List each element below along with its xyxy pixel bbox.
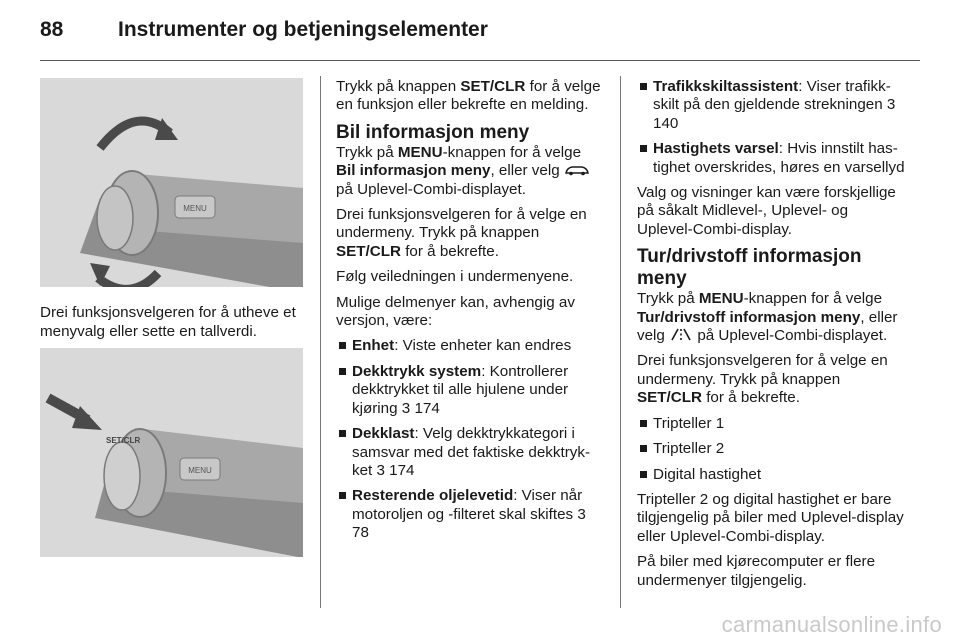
- car-icon: [564, 164, 590, 176]
- paragraph: Trykk på MENU-knappen for å velge Bil informasjon meny, eller velg på Uplevel-Combi-displayet.: [336, 144, 604, 199]
- menu-button-label: MENU: [183, 204, 207, 213]
- list-item: Digital hastighet: [637, 466, 907, 484]
- page-header: [40, 18, 920, 52]
- watermark: carmanualsonline.info: [721, 612, 942, 637]
- paragraph: Mulige delmenyer kan, avhengig av versjon, være:: [336, 293, 575, 330]
- road-icon: [669, 328, 693, 341]
- paragraph: Tripteller 2 og digital hastighet er bare tilgjengelig på biler med Uplevel-display eller Uplevel-Combi-display.: [637, 490, 904, 545]
- paragraph: Valg og visninger kan være forskjellige på såkalt Midlevel-, Uplevel- og Uplevel-Combi-display.: [637, 184, 896, 238]
- set-clr-label: SET/CLR: [106, 436, 141, 445]
- list-item: Tripteller 2: [637, 440, 907, 458]
- paragraph: Trykk på MENU-knappen for å velge Tur/drivstoff informasjon meny, eller velg på Uplevel-Combi-displayet.: [637, 290, 898, 345]
- paragraph: Trykk på knappen SET/CLR for å velge en funksjon eller bekrefte en melding.: [336, 78, 601, 114]
- lever-press-drawing: [40, 348, 303, 557]
- lever-press-illustration: [40, 348, 303, 557]
- column-divider-2: [620, 76, 621, 608]
- list-item: Dekklast: Velg dekktrykkategori i samsvar med det faktiske dekktrykket 3 174: [336, 425, 604, 480]
- list-item: Tripteller 1: [637, 415, 907, 433]
- section-heading: Tur/drivstoff informasjon meny: [637, 246, 862, 290]
- paragraph: Drei funksjonsvelgeren for å velge en undermeny. Trykk på knappen SET/CLR for å bekrefte.: [637, 352, 888, 407]
- paragraph: Følg veiledningen i undermenyene.: [336, 268, 574, 286]
- lever-rotate-illustration: [40, 78, 303, 287]
- list-item: Dekktrykk system: Kontrollerer dekktrykket til alle hjulene under kjøring 3 174: [336, 363, 604, 418]
- list-item: Resterende oljelevetid: Viser når motoroljen og -filteret skal skiftes 3 78: [336, 487, 604, 542]
- lever-rotate-drawing: [40, 78, 303, 287]
- paragraph: Drei funksjonsvelgeren for å velge en undermeny. Trykk på knappen SET/CLR for å bekrefte.: [336, 206, 587, 260]
- image-caption: Drei funksjonsvelgeren for å utheve et menyvalg eller sette en tallverdi.: [40, 304, 296, 340]
- menu-button-label-2: MENU: [188, 466, 212, 475]
- paragraph: På biler med kjørecomputer er flere undermenyer tilgjengelig.: [637, 553, 876, 589]
- list-item: Enhet: Viste enheter kan endres: [336, 337, 604, 355]
- column-middle: [336, 78, 604, 550]
- section-heading: Bil informasjon meny: [336, 121, 530, 143]
- list-item: Hastighets varsel: Hvis innstilt hastighet overskrides, høres en varsellyd: [637, 140, 907, 177]
- column-divider-1: [320, 76, 321, 608]
- column-right: [637, 78, 907, 597]
- page-title: Instrumenter og betjeningselementer: [118, 18, 488, 41]
- header-divider: [40, 60, 920, 61]
- list-item: Trafikkskiltassistent: Viser trafikkskilt på den gjeldende strekningen 3 140: [637, 78, 907, 133]
- page-number: 88: [40, 18, 64, 41]
